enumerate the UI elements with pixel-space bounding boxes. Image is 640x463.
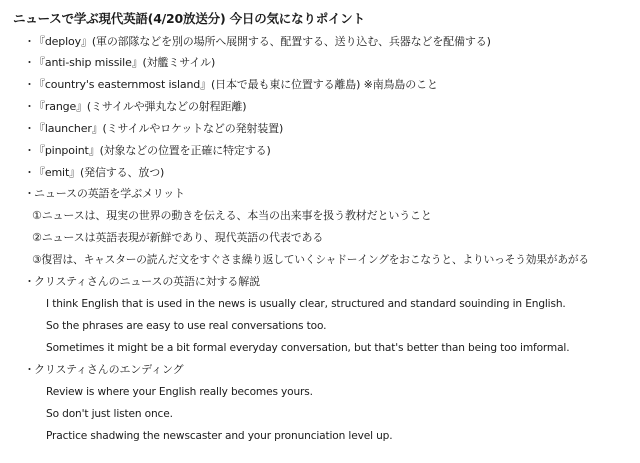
vocab-item-pinpoint: [24, 144, 271, 158]
merit-item-3: ③復習は、キャスターの読んだ文をすぐさま繰り返していくシャドーイングをおこなうと、よりいっそう効果があがる: [32, 253, 589, 266]
vocab-item-emit: [24, 166, 164, 180]
bullet-mark: ・: [24, 363, 35, 376]
ending-line-1: Review is where your English really becomes yours.: [46, 386, 313, 398]
vocab-item-anti-ship-missile: [24, 56, 215, 70]
bullet-mark: ・: [24, 78, 35, 91]
vocab-item-launcher: [24, 122, 283, 136]
merits-heading: [24, 187, 185, 201]
ending-line-2: So don't just listen once.: [46, 408, 173, 420]
vocab-item-range: [24, 100, 246, 114]
vocab-text: 『launcher』(ミサイルやロケットなどの発射装置): [34, 122, 284, 135]
vocab-text: 『anti-ship missile』(対艦ミサイル): [34, 56, 216, 69]
vocab-item-deploy: [24, 35, 491, 49]
section-heading: クリスティさんのエンディング: [34, 363, 184, 376]
section-heading: クリスティさんのニュースの英語に対する解説: [34, 275, 260, 288]
vocab-text: 『country's easternmost island』(日本で最も東に位置する離島) ※南鳥島のこと: [34, 78, 438, 91]
bullet-mark: ・: [24, 122, 35, 135]
vocab-item-easternmost-island: [24, 78, 438, 92]
vocab-text: 『deploy』(軍の部隊などを別の場所へ展開する、配置する、送り込む、兵器などを配備する): [34, 35, 491, 48]
bullet-mark: ・: [24, 144, 35, 157]
bullet-mark: ・: [24, 35, 35, 48]
vocab-text: 『range』(ミサイルや弾丸などの射程距離): [34, 100, 247, 113]
commentary-line-1: I think English that is used in the news is usually clear, structured and standard souinding in English.: [46, 298, 566, 310]
bullet-mark: ・: [24, 100, 35, 113]
ending-heading: [24, 363, 183, 377]
vocab-text: 『emit』(発信する、放つ): [34, 166, 165, 179]
commentary-line-3: Sometimes it might be a bit formal everyday conversation, but that's better than being too imformal.: [46, 342, 570, 354]
bullet-mark: ・: [24, 166, 35, 179]
page-title: ニュースで学ぶ現代英語(4/20放送分) 今日の気になりポイント: [13, 11, 365, 26]
commentary-heading: [24, 275, 260, 289]
section-heading: ニュースの英語を学ぶメリット: [34, 187, 185, 200]
commentary-line-2: So the phrases are easy to use real conversations too.: [46, 320, 327, 332]
merit-item-1: ①ニュースは、現実の世界の動きを伝える、本当の出来事を扱う教材だということ: [32, 209, 432, 222]
merit-item-2: ②ニュースは英語表現が新鮮であり、現代英語の代表である: [32, 231, 324, 244]
vocab-text: 『pinpoint』(対象などの位置を正確に特定する): [34, 144, 271, 157]
bullet-mark: ・: [24, 275, 35, 288]
ending-line-3: Practice shadwing the newscaster and your pronunciation level up.: [46, 430, 393, 442]
bullet-mark: ・: [24, 187, 35, 200]
bullet-mark: ・: [24, 56, 35, 69]
